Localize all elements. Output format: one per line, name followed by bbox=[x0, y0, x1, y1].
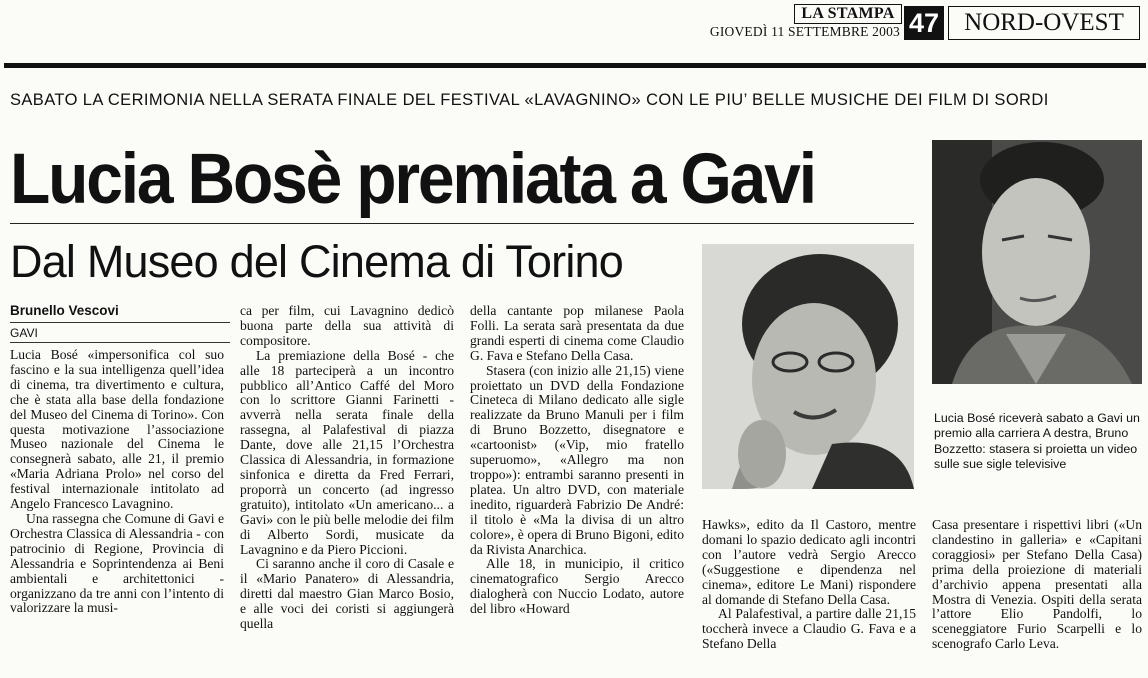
page-number: 47 bbox=[904, 6, 944, 40]
section-name: NORD-OVEST bbox=[948, 6, 1140, 40]
paragraph: Casa presentare i rispettivi libri («Un clandestino in galleria» e «Capitani coraggiosi» per Stefano Della Casa) prima della proiezione di materiali d’archivio appena presentati alla Mostra di Venezia. Ospiti della serata l’attore Elio Pandolfi, lo sceneggiatore Furio Scarpelli e lo scenografo Carlo Leva. bbox=[932, 517, 1142, 652]
article-column-5 bbox=[932, 518, 1142, 652]
bruno-bozzetto-photo bbox=[932, 140, 1142, 384]
dateline: GAVI bbox=[10, 326, 38, 340]
subheadline: Dal Museo del Cinema di Torino bbox=[10, 236, 623, 287]
paragraph: ca per film, cui Lavagnino dedicò buona parte della sua attività di compositore. bbox=[240, 303, 454, 348]
kicker: SABATO LA CERIMONIA NELLA SERATA FINALE DEL FESTIVAL «LAVAGNINO» CON LE PIU’ BELLE MUSICHE DEI FILM DI SORDI bbox=[10, 91, 1049, 109]
top-rule bbox=[4, 63, 1146, 68]
issue-date: GIOVEDÌ 11 SETTEMBRE 2003 bbox=[709, 24, 900, 39]
paragraph: Ci saranno anche il coro di Casale e il «Mario Panatero» di Alessandria, diretti dal maestro Gian Marco Bosio, e alle voci dei coristi si aggiungerà quella bbox=[240, 556, 454, 632]
paragraph: Stasera (con inizio alle 21,15) viene proiettato un DVD della Fondazione Cineteca di Milano dedicato alle sigle realizzate da Bruno Manuli per i film di Bruno Bozzetto, disegnatore e «cartoonist» («Vip, mio fratello superuomo», «Allegro ma non troppo»): entrambi saranno presenti in platea. Un altro DVD, con materiale inedito, riguarderà Fabrizio De André: il titolo è «Ma la divisa di un altro colore», è opera di Bruno Bigoni, edito da Rivista Anarchica. bbox=[470, 362, 684, 557]
byline: Brunello Vescovi bbox=[10, 303, 119, 318]
paragraph: Alle 18, in municipio, il critico cinematografico Sergio Arecco dialogherà con Nuccio Lodato, autore del libro «Howard bbox=[470, 556, 684, 617]
lucia-bose-photo bbox=[702, 244, 914, 489]
headline-rule bbox=[10, 223, 914, 224]
headline: Lucia Bosè premiata a Gavi bbox=[10, 138, 815, 218]
newspaper-name: LA STAMPA bbox=[794, 4, 902, 24]
photo-caption: Lucia Bosé riceverà sabato a Gavi un premio alla carriera A destra, Bruno Bozzetto: stasera si proietta un video sulle sue sigle televisive bbox=[934, 411, 1140, 472]
article-column-1 bbox=[10, 348, 224, 616]
paragraph: La premiazione della Bosé - che alle 18 parteciperà a un incontro pubblico all’Antico Caffé del Moro con lo scrittore Gianni Farinetti - avverrà nella serata finale della rassegna, al Palafestival di piazza Dante, dove alle 21,15 l’Orchestra Classica di Alessandria, in formazione sinfonica e diretta da Fred Ferrari, proporrà un concerto (ad ingresso gratuito), intitolato «Un americano... a Gavi» con le più belle melodie dei film di Alberto Sordi, musicate da Lavagnino e da Piero Piccioni. bbox=[240, 347, 454, 557]
paragraph: Una rassegna che Comune di Gavi e Orchestra Classica di Alessandria - con patrocinio di Regione, Provincia di Alessandria e Soprintendenza ai Beni ambientali e architettonici - organizzano da tre anni con l’intento di valorizzare la musi- bbox=[10, 510, 224, 616]
paragraph: della cantante pop milanese Paola Folli. La serata sarà presentata da due grandi esperti di cinema come Claudio G. Fava e Stefano Della Casa. bbox=[470, 303, 684, 363]
paragraph: Al Palafestival, a partire dalle 21,15 toccherà invece a Claudio G. Fava e a Stefano Della bbox=[702, 606, 916, 652]
byline-rule bbox=[10, 322, 230, 323]
dateline-rule bbox=[10, 342, 230, 343]
article-column-2 bbox=[240, 304, 454, 632]
paragraph: Lucia Bosé «impersonifica col suo fascino e la sua intelligenza quell’idea di cinema, tra divertimento e cultura, che è stata alla base della fondazione del Museo del Cinema di Torino». Con questa motivazione l’associazione Museo nazionale del Cinema le consegnerà sabato, alle 21, il premio «Maria Adriana Prolo» nel corso del festival internazionale intitolato ad Angelo Francesco Lavagnino. bbox=[10, 347, 224, 512]
masthead bbox=[700, 4, 1144, 44]
paragraph: Hawks», edito da Il Castoro, mentre domani lo spazio dedicato agli incontri con l’autore vedrà Sergio Arecco («Suggestione e dipendenza nel cinema», editore Le Mani) rispondere al domande di Stefano Della Casa. bbox=[702, 517, 916, 607]
article-column-4 bbox=[702, 518, 916, 652]
article-column-3 bbox=[470, 304, 684, 617]
